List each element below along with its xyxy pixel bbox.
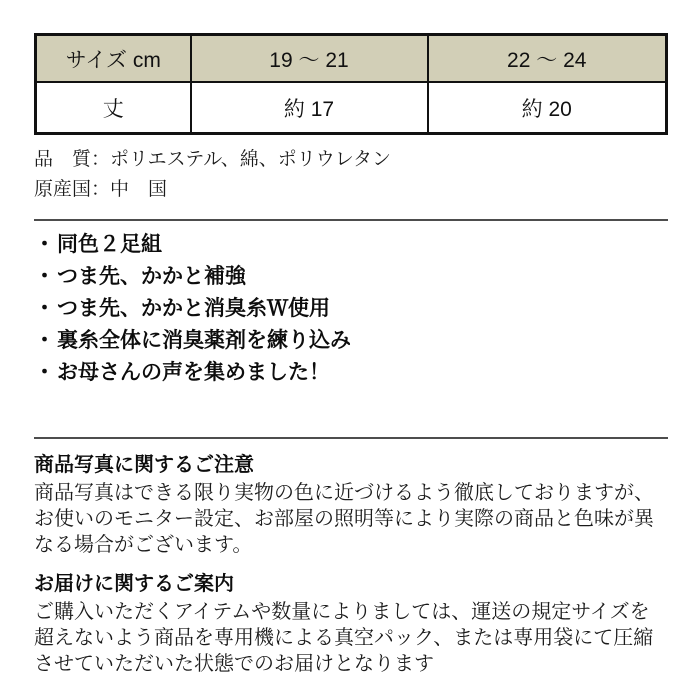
size-table-length-row — [36, 82, 667, 134]
bullet-marker: ・ — [34, 265, 55, 288]
size-table-header-22-24: 22 〜 24 — [428, 35, 667, 83]
feature-item-label: 裏糸全体に消臭薬剤を練り込み — [57, 329, 351, 352]
feature-item-label: つま先、かかと消臭糸Ｗ使用 — [57, 297, 330, 320]
notice-photo-body: 商品写真はできる限り実物の色に近づけるよう徹底しておりますが、お使いのモニター設定、お部屋の照明等により実際の商品と色味が異なる場合がございます。 — [34, 482, 654, 556]
feature-item-deodorant-agent — [34, 325, 668, 357]
notice-delivery — [34, 572, 668, 677]
bullet-marker: ・ — [34, 361, 55, 384]
feature-item-two-pair-set — [34, 229, 668, 261]
feature-item-label: つま先、かかと補強 — [57, 265, 246, 288]
size-table-header-19-21: 19 〜 21 — [191, 35, 428, 83]
size-table-length-label: 丈 — [36, 82, 191, 134]
bullet-marker: ・ — [34, 329, 55, 352]
feature-item-label: 同色２足組 — [57, 233, 162, 256]
notice-product-photo — [34, 453, 668, 558]
divider-bottom — [34, 437, 668, 439]
bullet-marker: ・ — [34, 233, 55, 256]
divider-top — [34, 219, 668, 221]
origin-line: 原産国：中 国 — [34, 179, 168, 200]
feature-list — [34, 229, 668, 389]
feature-item-deodorant-thread — [34, 293, 668, 325]
bullet-marker: ・ — [34, 297, 55, 320]
notice-delivery-heading: お届けに関するご案内 — [34, 573, 234, 595]
feature-item-toe-heel-reinforced — [34, 261, 668, 293]
notice-photo-heading: 商品写真に関するご注意 — [34, 454, 254, 476]
size-table — [34, 33, 668, 135]
feature-item-mothers-voices — [34, 357, 668, 389]
notice-delivery-body: ご購入いただくアイテムや数量によりましては、運送の規定サイズを超えないよう商品を専用機による真空パック、または専用袋にて圧縮させていただいた状態でのお届けとなります — [34, 601, 654, 675]
size-table-length-value-19-21: 約 17 — [191, 82, 428, 134]
size-table-header-size-cm: サイズ cm — [36, 35, 191, 83]
size-table-header-row — [36, 35, 667, 83]
size-table-length-value-22-24: 約 20 — [428, 82, 667, 134]
spec-lines — [34, 145, 668, 205]
material-line: 品 質：ポリエステル、綿、ポリウレタン — [34, 149, 392, 170]
feature-item-label: お母さんの声を集めました！ — [57, 361, 330, 384]
